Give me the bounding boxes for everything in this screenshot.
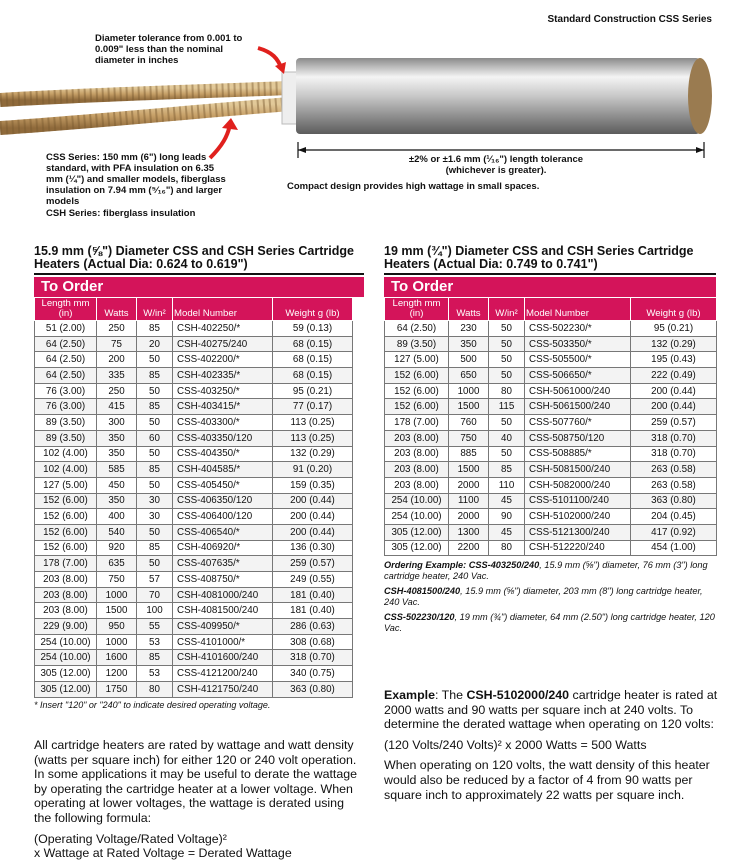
series-title: Standard Construction CSS Series — [547, 14, 712, 25]
watts-cell: 1500 — [449, 399, 489, 415]
model-cell: CSH-5082000/240 — [525, 477, 631, 493]
weight-cell: 222 (0.49) — [631, 368, 717, 384]
win2-cell: 53 — [137, 666, 173, 682]
length-cell: 178 (7.00) — [385, 415, 449, 431]
table-row — [385, 477, 717, 493]
win2-cell: 50 — [137, 352, 173, 368]
right-to-order-bar: To Order — [384, 277, 716, 297]
csh-insulation-note: CSH Series: fiberglass insulation — [46, 208, 196, 219]
watts-cell: 585 — [97, 462, 137, 478]
col-win2: W/in² — [137, 298, 173, 321]
model-cell: CSH-4101600/240 — [173, 650, 273, 666]
model-cell: CSS-505500/* — [525, 352, 631, 368]
model-cell: CSS-404350/* — [173, 446, 273, 462]
win2-cell: 20 — [137, 336, 173, 352]
watts-cell: 450 — [97, 477, 137, 493]
length-cell: 64 (2.50) — [35, 352, 97, 368]
length-cell: 178 (7.00) — [35, 556, 97, 572]
watts-cell: 350 — [97, 446, 137, 462]
left-table-title: 15.9 mm (⅝") Diameter CSS and CSH Series Cartridge Heaters (Actual Dia: 0.624 to 0.619") — [34, 244, 354, 271]
weight-cell: 68 (0.15) — [273, 336, 353, 352]
length-cell: 152 (6.00) — [385, 399, 449, 415]
watts-cell: 1100 — [449, 493, 489, 509]
watts-cell: 750 — [97, 572, 137, 588]
weight-cell: 95 (0.21) — [273, 383, 353, 399]
weight-cell: 286 (0.63) — [273, 619, 353, 635]
length-cell: 203 (8.00) — [35, 587, 97, 603]
weight-cell: 77 (0.17) — [273, 399, 353, 415]
model-cell: CSH-5102000/240 — [525, 509, 631, 525]
win2-cell: 70 — [137, 587, 173, 603]
table-row — [35, 666, 353, 682]
length-cell: 64 (2.50) — [35, 336, 97, 352]
table-row — [35, 556, 353, 572]
length-cell: 102 (4.00) — [35, 446, 97, 462]
win2-cell: 85 — [489, 462, 525, 478]
table-row — [35, 587, 353, 603]
length-cell: 102 (4.00) — [35, 462, 97, 478]
model-cell: CSH-406920/* — [173, 540, 273, 556]
example-section — [384, 688, 718, 802]
win2-cell: 50 — [489, 415, 525, 431]
model-cell: CSS-403300/* — [173, 415, 273, 431]
table-row — [385, 462, 717, 478]
example-conclusion: When operating on 120 volts, the watt density of this heater would also be reduced by a factor of 4 from 90 watts per square inch to approximately 22 watts per square inch. — [384, 758, 710, 802]
watts-cell: 1500 — [449, 462, 489, 478]
left-to-order-bar: To Order — [34, 277, 364, 297]
win2-cell: 50 — [137, 446, 173, 462]
length-cell: 203 (8.00) — [385, 446, 449, 462]
model-cell: CSS-508885/* — [525, 446, 631, 462]
table-row — [385, 493, 717, 509]
ordering-example-2: CSH-4081500/240, 15.9 mm (⅝") diameter, 203 mm (8") long cartridge heater, 240 Vac. — [384, 586, 703, 607]
ordering-example-1: Ordering Example: CSS-403250/240, 15.9 mm (⅝") diameter, 76 mm (3") long cartridge heater, 240 Vac. — [384, 560, 708, 581]
model-cell: CSS-405450/* — [173, 477, 273, 493]
win2-cell: 85 — [137, 368, 173, 384]
model-cell: CSH-512220/240 — [525, 540, 631, 556]
weight-cell: 308 (0.68) — [273, 634, 353, 650]
formula-line-1: (Operating Voltage/Rated Voltage)² — [34, 831, 227, 846]
weight-cell: 68 (0.15) — [273, 352, 353, 368]
model-cell: CSS-402200/* — [173, 352, 273, 368]
weight-cell: 95 (0.21) — [631, 321, 717, 337]
diameter-tolerance-note: Diameter tolerance from 0.001 to 0.009" less than the nominal diameter in inches — [95, 33, 243, 66]
table-row — [35, 352, 353, 368]
win2-cell: 53 — [137, 634, 173, 650]
win2-cell: 45 — [489, 524, 525, 540]
table-row — [35, 477, 353, 493]
heater-sheath — [296, 58, 700, 134]
weight-cell: 363 (0.80) — [631, 493, 717, 509]
win2-cell: 50 — [489, 446, 525, 462]
length-cell: 152 (6.00) — [385, 383, 449, 399]
table-row — [385, 524, 717, 540]
watts-cell: 1000 — [97, 634, 137, 650]
watts-cell: 635 — [97, 556, 137, 572]
length-cell: 203 (8.00) — [385, 430, 449, 446]
model-cell: CSS-406540/* — [173, 524, 273, 540]
weight-cell: 113 (0.25) — [273, 430, 353, 446]
weight-cell: 340 (0.75) — [273, 666, 353, 682]
weight-cell: 181 (0.40) — [273, 587, 353, 603]
win2-cell: 50 — [489, 368, 525, 384]
watts-cell: 250 — [97, 383, 137, 399]
length-cell: 305 (12.00) — [385, 524, 449, 540]
weight-cell: 204 (0.45) — [631, 509, 717, 525]
left-table-body — [35, 321, 353, 698]
model-cell: CSS-5121300/240 — [525, 524, 631, 540]
heater-end — [688, 58, 712, 134]
table-header-row — [385, 298, 717, 321]
win2-cell: 80 — [489, 383, 525, 399]
watts-cell: 540 — [97, 524, 137, 540]
weight-cell: 200 (0.44) — [631, 383, 717, 399]
win2-cell: 85 — [137, 399, 173, 415]
col-weight: Weight g (lb) — [631, 298, 717, 321]
weight-cell: 200 (0.44) — [273, 493, 353, 509]
win2-cell: 90 — [489, 509, 525, 525]
table-row — [35, 415, 353, 431]
length-cell: 64 (2.50) — [385, 321, 449, 337]
weight-cell: 200 (0.44) — [273, 524, 353, 540]
watts-cell: 200 — [97, 352, 137, 368]
col-model: Model Number — [173, 298, 273, 321]
weight-cell: 263 (0.58) — [631, 477, 717, 493]
table-row — [385, 415, 717, 431]
watts-cell: 1300 — [449, 524, 489, 540]
length-cell: 305 (12.00) — [385, 540, 449, 556]
win2-cell: 115 — [489, 399, 525, 415]
win2-cell: 50 — [137, 415, 173, 431]
col-length: Length mm (in) — [385, 298, 449, 321]
length-cell: 152 (6.00) — [35, 509, 97, 525]
win2-cell: 50 — [489, 321, 525, 337]
length-cell: 64 (2.50) — [35, 368, 97, 384]
table-row — [385, 383, 717, 399]
table-row — [35, 634, 353, 650]
win2-cell: 50 — [137, 556, 173, 572]
win2-cell: 45 — [489, 493, 525, 509]
length-cell: 229 (9.00) — [35, 619, 97, 635]
length-cell: 89 (3.50) — [385, 336, 449, 352]
insulator-cap — [282, 72, 298, 124]
weight-cell: 113 (0.25) — [273, 415, 353, 431]
weight-cell: 363 (0.80) — [273, 681, 353, 697]
weight-cell: 195 (0.43) — [631, 352, 717, 368]
weight-cell: 59 (0.13) — [273, 321, 353, 337]
length-cell: 254 (10.00) — [35, 634, 97, 650]
model-cell: CSS-403350/120 — [173, 430, 273, 446]
win2-cell: 50 — [137, 383, 173, 399]
table-row — [35, 383, 353, 399]
table-row — [385, 540, 717, 556]
length-cell: 254 (10.00) — [385, 493, 449, 509]
model-cell: CSS-403250/* — [173, 383, 273, 399]
length-cell: 127 (5.00) — [385, 352, 449, 368]
weight-cell: 68 (0.15) — [273, 368, 353, 384]
col-watts: Watts — [97, 298, 137, 321]
win2-cell: 110 — [489, 477, 525, 493]
derating-paragraph: All cartridge heaters are rated by wattage and watt density (watts per square inch) for either 120 or 240 volt operation. In some applications it may be useful to derate the wattage by operating the cartridge heater at a lower voltage. When operating at lower voltages, the wattage is derated using the following formula: — [34, 738, 358, 825]
length-cell: 203 (8.00) — [35, 572, 97, 588]
length-cell: 254 (10.00) — [385, 509, 449, 525]
weight-cell: 136 (0.30) — [273, 540, 353, 556]
watts-cell: 350 — [97, 430, 137, 446]
table-row — [35, 321, 353, 337]
watts-cell: 950 — [97, 619, 137, 635]
table-row — [385, 446, 717, 462]
watts-cell: 230 — [449, 321, 489, 337]
weight-cell: 159 (0.35) — [273, 477, 353, 493]
table-row — [35, 430, 353, 446]
watts-cell: 2000 — [449, 477, 489, 493]
table-row — [35, 524, 353, 540]
watts-cell: 2200 — [449, 540, 489, 556]
watts-cell: 1000 — [97, 587, 137, 603]
win2-cell: 50 — [489, 336, 525, 352]
col-length: Length mm (in) — [35, 298, 97, 321]
length-cell: 127 (5.00) — [35, 477, 97, 493]
weight-cell: 454 (1.00) — [631, 540, 717, 556]
model-cell: CSH-4081000/240 — [173, 587, 273, 603]
css-leads-note: CSS Series: 150 mm (6") long leads standard, with PFA insulation on 6.35 mm (¼") and smaller models, fiberglass insulation on 7.94 mm (⁵⁄₁₆") and larger models — [46, 152, 226, 207]
length-cell: 152 (6.00) — [35, 493, 97, 509]
win2-cell: 30 — [137, 509, 173, 525]
length-cell: 51 (2.00) — [35, 321, 97, 337]
watts-cell: 300 — [97, 415, 137, 431]
model-cell: CSH-4081500/240 — [173, 603, 273, 619]
watts-cell: 1500 — [97, 603, 137, 619]
table-header-row — [35, 298, 353, 321]
ordering-examples — [384, 560, 716, 633]
watts-cell: 415 — [97, 399, 137, 415]
length-cell: 305 (12.00) — [35, 681, 97, 697]
example-paragraph: Example: The CSH-5102000/240 cartridge heater is rated at 2000 watts and 90 watts per square inch at 240 volts. To determine the derated wattage when operating on 120 volts: — [384, 688, 718, 732]
model-cell: CSH-40275/240 — [173, 336, 273, 352]
weight-cell: 91 (0.20) — [273, 462, 353, 478]
win2-cell: 60 — [137, 430, 173, 446]
table-row — [385, 352, 717, 368]
length-cell: 305 (12.00) — [35, 666, 97, 682]
length-cell: 152 (6.00) — [385, 368, 449, 384]
length-cell: 76 (3.00) — [35, 399, 97, 415]
length-cell: 76 (3.00) — [35, 383, 97, 399]
table-row — [35, 540, 353, 556]
table-row — [35, 368, 353, 384]
weight-cell: 318 (0.70) — [631, 446, 717, 462]
model-cell: CSS-406350/120 — [173, 493, 273, 509]
table-row — [35, 572, 353, 588]
ordering-example-3: CSS-502230/120, 19 mm (¾") diameter, 64 mm (2.50") long cartridge heater, 120 Vac. — [384, 612, 715, 633]
table-row — [35, 509, 353, 525]
length-cell: 152 (6.00) — [35, 524, 97, 540]
watts-cell: 1000 — [449, 383, 489, 399]
win2-cell: 30 — [137, 493, 173, 509]
win2-cell: 85 — [137, 650, 173, 666]
weight-cell: 259 (0.57) — [631, 415, 717, 431]
model-cell: CSS-4101000/* — [173, 634, 273, 650]
weight-cell: 249 (0.55) — [273, 572, 353, 588]
right-table-body — [385, 321, 717, 556]
example-calculation: (120 Volts/240 Volts)² x 2000 Watts = 500 Watts — [384, 737, 647, 752]
voltage-footnote: * Insert "120" or "240" to indicate desired operating voltage. — [34, 699, 271, 710]
watts-cell: 1600 — [97, 650, 137, 666]
weight-cell: 200 (0.44) — [273, 509, 353, 525]
watts-cell: 750 — [449, 430, 489, 446]
weight-cell: 181 (0.40) — [273, 603, 353, 619]
model-cell: CSS-506650/* — [525, 368, 631, 384]
model-cell: CSH-404585/* — [173, 462, 273, 478]
model-cell: CSS-408750/* — [173, 572, 273, 588]
table-row — [385, 399, 717, 415]
watts-cell: 400 — [97, 509, 137, 525]
model-cell: CSS-406400/120 — [173, 509, 273, 525]
watts-cell: 350 — [449, 336, 489, 352]
watts-cell: 1750 — [97, 681, 137, 697]
win2-cell: 100 — [137, 603, 173, 619]
derating-section — [34, 738, 364, 861]
win2-cell: 80 — [489, 540, 525, 556]
win2-cell: 85 — [137, 462, 173, 478]
weight-cell: 417 (0.92) — [631, 524, 717, 540]
table-row — [35, 650, 353, 666]
watts-cell: 1200 — [97, 666, 137, 682]
watts-cell: 250 — [97, 321, 137, 337]
table-row — [385, 321, 717, 337]
weight-cell: 132 (0.29) — [273, 446, 353, 462]
win2-cell: 85 — [137, 321, 173, 337]
model-cell: CSH-402335/* — [173, 368, 273, 384]
col-model: Model Number — [525, 298, 631, 321]
col-watts: Watts — [449, 298, 489, 321]
model-cell: CSS-4121200/240 — [173, 666, 273, 682]
col-weight: Weight g (lb) — [273, 298, 353, 321]
watts-cell: 2000 — [449, 509, 489, 525]
table-row — [385, 336, 717, 352]
watts-cell: 75 — [97, 336, 137, 352]
watts-cell: 920 — [97, 540, 137, 556]
win2-cell: 50 — [137, 477, 173, 493]
watts-cell: 500 — [449, 352, 489, 368]
weight-cell: 259 (0.57) — [273, 556, 353, 572]
length-cell: 203 (8.00) — [385, 462, 449, 478]
table-row — [35, 462, 353, 478]
right-table-title: 19 mm (¾") Diameter CSS and CSH Series Cartridge Heaters (Actual Dia: 0.749 to 0.741") — [384, 244, 694, 271]
length-cell: 203 (8.00) — [385, 477, 449, 493]
weight-cell: 318 (0.70) — [631, 430, 717, 446]
length-cell: 254 (10.00) — [35, 650, 97, 666]
right-spec-table — [384, 297, 717, 556]
table-row — [35, 603, 353, 619]
model-cell: CSH-403415/* — [173, 399, 273, 415]
left-heater-section — [34, 245, 364, 710]
lead-wires — [0, 88, 290, 128]
table-row — [35, 336, 353, 352]
watts-cell: 650 — [449, 368, 489, 384]
model-cell: CSH-402250/* — [173, 321, 273, 337]
model-cell: CSH-4121750/240 — [173, 681, 273, 697]
length-cell: 89 (3.50) — [35, 430, 97, 446]
length-cell: 203 (8.00) — [35, 603, 97, 619]
watts-cell: 335 — [97, 368, 137, 384]
model-cell: CSH-5061000/240 — [525, 383, 631, 399]
model-cell: CSS-502230/* — [525, 321, 631, 337]
table-row — [35, 493, 353, 509]
win2-cell: 50 — [489, 352, 525, 368]
col-win2: W/in² — [489, 298, 525, 321]
model-cell: CSS-503350/* — [525, 336, 631, 352]
weight-cell: 263 (0.58) — [631, 462, 717, 478]
length-cell: 152 (6.00) — [35, 540, 97, 556]
table-row — [35, 446, 353, 462]
length-cell: 89 (3.50) — [35, 415, 97, 431]
table-row — [35, 399, 353, 415]
model-cell: CSS-407635/* — [173, 556, 273, 572]
model-cell: CSH-5061500/240 — [525, 399, 631, 415]
win2-cell: 50 — [137, 524, 173, 540]
model-cell: CSS-508750/120 — [525, 430, 631, 446]
weight-cell: 318 (0.70) — [273, 650, 353, 666]
table-row — [35, 681, 353, 697]
table-row — [385, 430, 717, 446]
model-cell: CSS-409950/* — [173, 619, 273, 635]
weight-cell: 200 (0.44) — [631, 399, 717, 415]
compact-design-note: Compact design provides high wattage in small spaces. — [287, 181, 540, 192]
watts-cell: 350 — [97, 493, 137, 509]
length-tolerance-note: ±2% or ±1.6 mm (¹⁄₁₆") length tolerance (whichever is greater). — [408, 154, 584, 176]
table-row — [35, 619, 353, 635]
right-heater-section — [384, 245, 716, 633]
formula-line-2: x Wattage at Rated Voltage = Derated Wattage — [34, 846, 292, 861]
model-cell: CSS-5101100/240 — [525, 493, 631, 509]
win2-cell: 57 — [137, 572, 173, 588]
win2-cell: 80 — [137, 681, 173, 697]
win2-cell: 55 — [137, 619, 173, 635]
win2-cell: 85 — [137, 540, 173, 556]
watts-cell: 885 — [449, 446, 489, 462]
win2-cell: 40 — [489, 430, 525, 446]
weight-cell: 132 (0.29) — [631, 336, 717, 352]
watts-cell: 760 — [449, 415, 489, 431]
model-cell: CSH-5081500/240 — [525, 462, 631, 478]
left-spec-table — [34, 297, 353, 698]
model-cell: CSS-507760/* — [525, 415, 631, 431]
table-row — [385, 368, 717, 384]
table-row — [385, 509, 717, 525]
